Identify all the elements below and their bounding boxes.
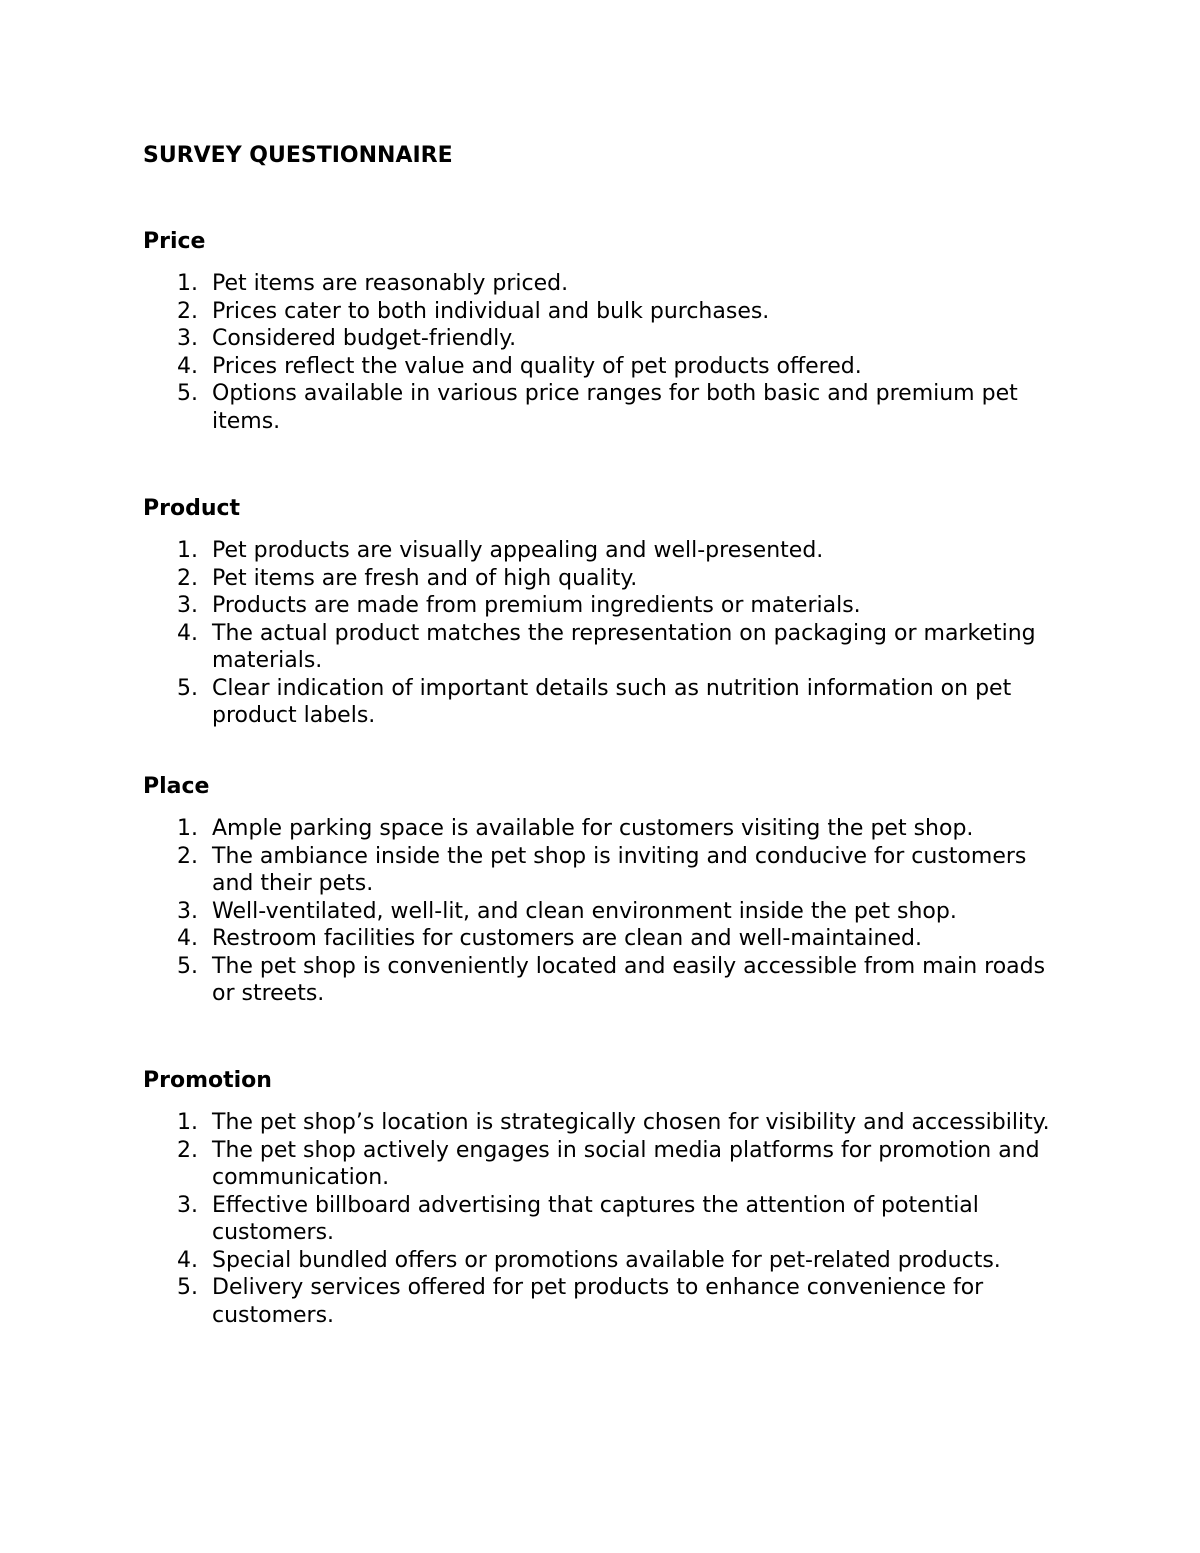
list-item bbox=[143, 298, 1072, 326]
list-item bbox=[143, 380, 1072, 435]
question-list bbox=[143, 537, 1093, 730]
list-item bbox=[143, 353, 1072, 381]
item-text: Products are made from premium ingredients or materials. bbox=[212, 593, 861, 618]
item-text: Pet items are reasonably priced. bbox=[212, 271, 569, 296]
item-number: 3. bbox=[177, 326, 198, 351]
section-heading: Place bbox=[143, 774, 210, 799]
document-title: SURVEY QUESTIONNAIRE bbox=[143, 143, 453, 168]
item-number: 1. bbox=[177, 538, 198, 563]
item-number: 1. bbox=[177, 271, 198, 296]
list-item bbox=[143, 270, 1072, 298]
item-text: The pet shop’s location is strategically chosen for visibility and accessibility. bbox=[212, 1110, 1050, 1135]
item-number: 4. bbox=[177, 926, 198, 951]
section-heading: Price bbox=[143, 229, 206, 254]
item-text: Prices cater to both individual and bulk purchases. bbox=[212, 298, 770, 324]
item-text: Effective billboard advertising that captures the attention of potential customers. bbox=[212, 1192, 979, 1245]
list-item bbox=[143, 953, 1072, 1008]
list-item bbox=[143, 1109, 1072, 1137]
item-text: Special bundled offers or promotions available for pet-related products. bbox=[212, 1247, 1001, 1273]
list-item bbox=[143, 620, 1072, 675]
item-text: The pet shop actively engages in social media platforms for promotion and communication. bbox=[212, 1137, 1040, 1190]
list-item bbox=[143, 815, 1072, 843]
item-text: Options available in various price ranges for both basic and premium pet items. bbox=[212, 381, 1018, 434]
list-item bbox=[143, 325, 1072, 353]
item-number: 5. bbox=[177, 675, 198, 701]
list-item bbox=[143, 925, 1072, 953]
item-number: 5. bbox=[177, 381, 198, 406]
item-text: The ambiance inside the pet shop is inviting and conducive for customers and their pets. bbox=[212, 843, 1027, 896]
section-product bbox=[143, 495, 1093, 730]
list-item bbox=[143, 592, 1072, 620]
item-number: 4. bbox=[177, 1247, 198, 1273]
section-place bbox=[143, 773, 1093, 1008]
item-number: 2. bbox=[177, 565, 198, 591]
item-number: 3. bbox=[177, 898, 198, 924]
item-text: The actual product matches the representation on packaging or marketing materials. bbox=[212, 620, 1036, 673]
list-item bbox=[143, 537, 1072, 565]
list-item bbox=[143, 1192, 1072, 1247]
item-number: 4. bbox=[177, 620, 198, 646]
list-item bbox=[143, 1247, 1072, 1275]
item-text: Clear indication of important details such as nutrition information on pet product labels. bbox=[212, 675, 1012, 728]
list-item bbox=[143, 898, 1072, 926]
item-number: 3. bbox=[177, 593, 198, 618]
item-number: 5. bbox=[177, 953, 198, 979]
item-number: 2. bbox=[177, 298, 198, 324]
item-text: Pet products are visually appealing and well-presented. bbox=[212, 538, 824, 563]
item-text: The pet shop is conveniently located and easily accessible from main roads or streets. bbox=[212, 953, 1046, 1006]
item-text: Ample parking space is available for customers visiting the pet shop. bbox=[212, 816, 974, 841]
item-text: Considered budget-friendly. bbox=[212, 326, 517, 351]
list-item bbox=[143, 843, 1072, 898]
item-number: 1. bbox=[177, 816, 198, 841]
item-number: 4. bbox=[177, 353, 198, 379]
item-number: 2. bbox=[177, 1137, 198, 1163]
list-item bbox=[143, 675, 1072, 730]
question-list bbox=[143, 815, 1093, 1008]
item-text: Well-ventilated, well-lit, and clean environment inside the pet shop. bbox=[212, 898, 957, 924]
item-text: Delivery services offered for pet products to enhance convenience for customers. bbox=[212, 1275, 984, 1328]
list-item bbox=[143, 1137, 1072, 1192]
section-promotion bbox=[143, 1067, 1093, 1329]
section-heading: Product bbox=[143, 496, 241, 521]
question-list bbox=[143, 270, 1093, 435]
question-list bbox=[143, 1109, 1093, 1329]
item-number: 1. bbox=[177, 1110, 198, 1135]
item-text: Prices reflect the value and quality of pet products offered. bbox=[212, 353, 862, 379]
item-number: 5. bbox=[177, 1275, 198, 1300]
item-number: 2. bbox=[177, 843, 198, 869]
list-item bbox=[143, 1274, 1072, 1329]
section-price bbox=[143, 228, 1093, 435]
item-text: Pet items are fresh and of high quality. bbox=[212, 565, 638, 591]
list-item bbox=[143, 565, 1072, 593]
item-number: 3. bbox=[177, 1192, 198, 1218]
item-text: Restroom facilities for customers are clean and well-maintained. bbox=[212, 926, 922, 951]
section-heading: Promotion bbox=[143, 1068, 272, 1093]
